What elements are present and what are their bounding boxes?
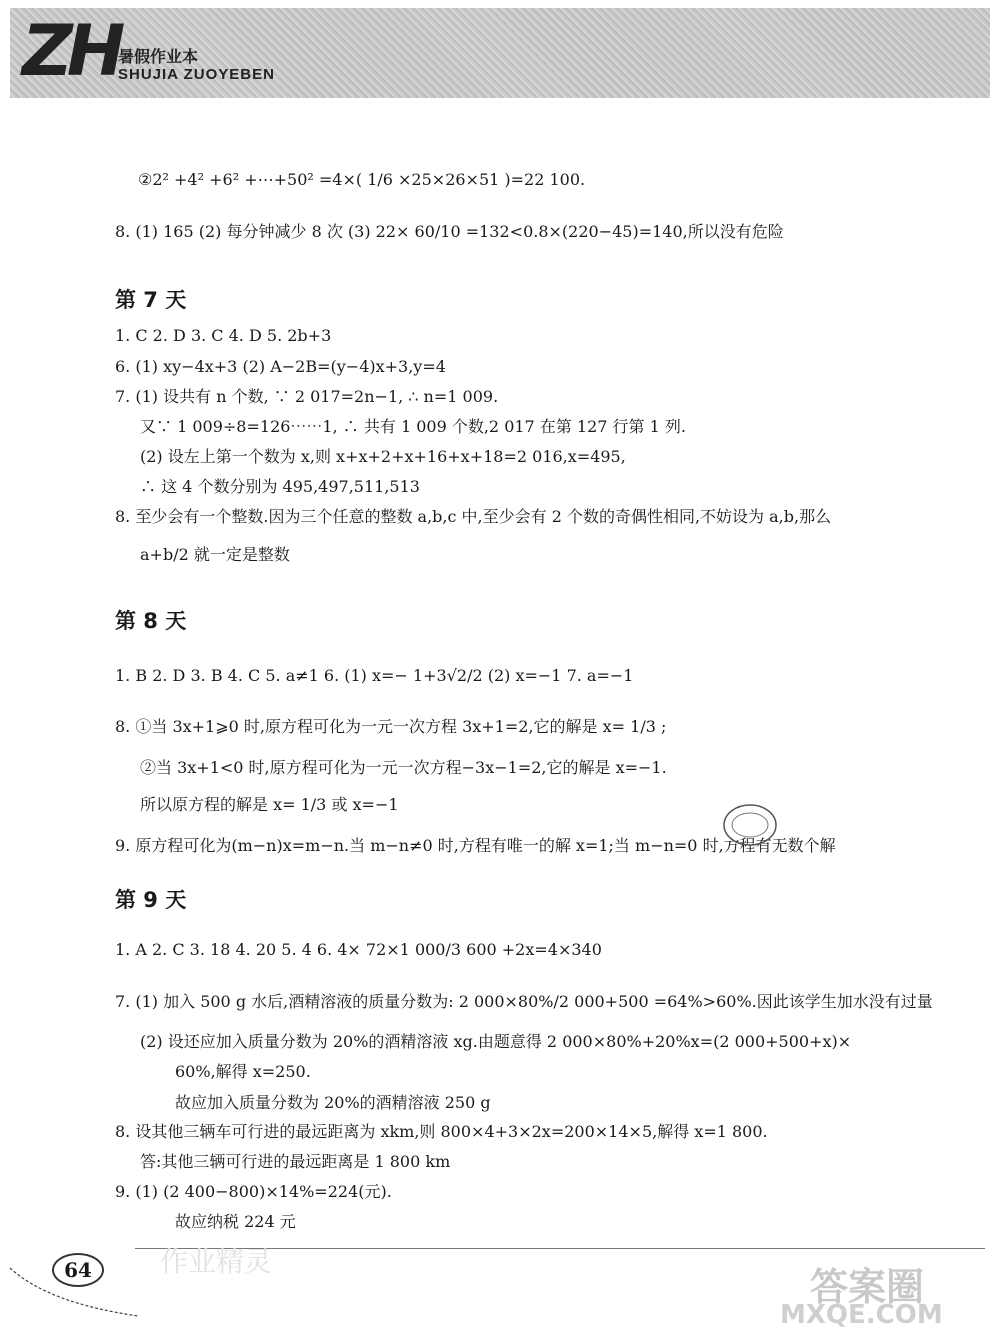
day7-line: 1. C 2. D 3. C 4. D 5. 2b+3 bbox=[115, 326, 332, 345]
day9-line: 7. (1) 加入 500 g 水后,酒精溶液的质量分数为: 2 000×80%/2 000+500 =64%>60%.因此该学生加水没有过量 bbox=[115, 992, 933, 1011]
watermark-right: 答案圈 bbox=[810, 1265, 925, 1309]
day9-line: 8. 设其他三辆车可行进的最远距离为 xkm,则 800×4+3×2x=200×14×5,解得 x=1 800. bbox=[115, 1122, 768, 1141]
logo: ZH bbox=[22, 10, 120, 92]
day7-line: 又∵ 1 009÷8=126⋯⋯1, ∴ 共有 1 009 个数,2 017 在第 127 行第 1 列. bbox=[140, 417, 686, 436]
day7-line: 8. 至少会有一个整数.因为三个任意的整数 a,b,c 中,至少会有 2 个数的奇偶性相同,不妨设为 a,b,那么 bbox=[115, 507, 832, 526]
day9-line: 9. (1) (2 400−800)×14%=224(元). bbox=[115, 1182, 392, 1201]
intro-line-1: ②2² +4² +6² +⋯+50² =4×( 1/6 ×25×26×51 )=22 100. bbox=[138, 170, 586, 189]
day7-line: 7. (1) 设共有 n 个数, ∵ 2 017=2n−1, ∴ n=1 009. bbox=[115, 387, 499, 406]
day9-line: 故应加入质量分数为 20%的酒精溶液 250 g bbox=[175, 1093, 491, 1112]
day7-line: ∴ 这 4 个数分别为 495,497,511,513 bbox=[140, 477, 420, 496]
section-title-day9: 第 9 天 bbox=[115, 888, 187, 912]
header-subtitle: SHUJIA ZUOYEBEN bbox=[118, 66, 275, 83]
day7-line: 6. (1) xy−4x+3 (2) A−2B=(y−4)x+3,y=4 bbox=[115, 357, 446, 376]
stamp-icon bbox=[720, 800, 780, 850]
day7-line: (2) 设左上第一个数为 x,则 x+x+2+x+16+x+18=2 016,x=495, bbox=[140, 447, 626, 466]
day8-line: 所以原方程的解是 x= 1/3 或 x=−1 bbox=[140, 795, 399, 814]
day9-line: 1. A 2. C 3. 18 4. 20 5. 4 6. 4× 72×1 000/3 600 +2x=4×340 bbox=[115, 940, 602, 959]
day8-line: ②当 3x+1<0 时,原方程可化为一元一次方程−3x−1=2,它的解是 x=−1. bbox=[140, 758, 667, 777]
day7-line: a+b/2 就一定是整数 bbox=[140, 545, 290, 564]
section-title-day7: 第 7 天 bbox=[115, 288, 187, 312]
day9-line: (2) 设还应加入质量分数为 20%的酒精溶液 xg.由题意得 2 000×80%+20%x=(2 000+500+x)× bbox=[140, 1032, 852, 1051]
section-title-day8: 第 8 天 bbox=[115, 609, 187, 633]
day8-line: 8. ①当 3x+1⩾0 时,原方程可化为一元一次方程 3x+1=2,它的解是 x= 1/3 ; bbox=[115, 717, 667, 736]
intro-line-2: 8. (1) 165 (2) 每分钟减少 8 次 (3) 22× 60/10 =132<0.8×(220−45)=140,所以没有危险 bbox=[115, 222, 784, 241]
day9-line: 答:其他三辆可行进的最远距离是 1 800 km bbox=[140, 1152, 451, 1171]
watermark-url: MXQE.COM bbox=[780, 1300, 943, 1330]
header-title: 暑假作业本 bbox=[118, 47, 199, 66]
day9-line: 故应纳税 224 元 bbox=[175, 1212, 296, 1231]
watermark-left: 作业精灵 bbox=[160, 1245, 273, 1278]
day8-line: 1. B 2. D 3. B 4. C 5. a≠1 6. (1) x=− 1+3√2/2 (2) x=−1 7. a=−1 bbox=[115, 666, 634, 685]
day8-line: 9. 原方程可化为(m−n)x=m−n.当 m−n≠0 时,方程有唯一的解 x=1;当 m−n=0 时,方程有无数个解 bbox=[115, 836, 836, 855]
page-number: 64 bbox=[52, 1253, 104, 1287]
day9-line: 60%,解得 x=250. bbox=[175, 1062, 311, 1081]
